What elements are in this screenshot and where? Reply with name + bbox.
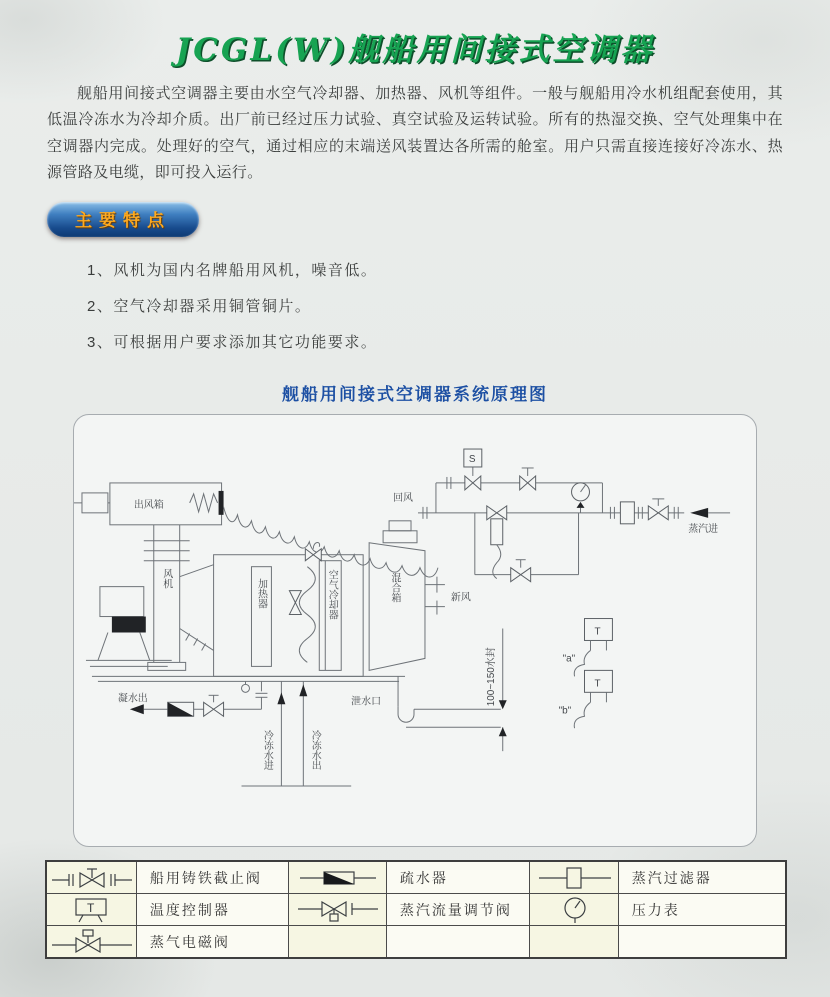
steam-main-line bbox=[418, 507, 684, 519]
legend-label: 蒸气电磁阀 bbox=[136, 926, 289, 959]
features-badge: 主要特点 bbox=[47, 202, 199, 237]
fan-diffuser bbox=[180, 565, 214, 651]
legend-label: 船用铸铁截止阀 bbox=[136, 861, 289, 894]
air-cooler-label: 空气冷却器 bbox=[326, 569, 338, 620]
fan-duct bbox=[144, 525, 190, 671]
badge-row bbox=[45, 186, 785, 237]
feature-item: 3、可根据用户要求添加其它功能要求。 bbox=[87, 334, 378, 351]
intro-paragraph: 舰船用间接式空调器主要由水空气冷却器、加热器、风机等组件。一般与舰船用冷水机组配套使用，其低温冷冻水为冷却介质。出厂前已经过压力试验、真空试验及运转试验。所有的热湿交换、空气处理集中在空调器内完成。处理好的空气，通过相应的末端送风装置达各所需的舱室。用户只需直接连接好冷冻水、热源管路及电缆，即可投入运行。 bbox=[47, 85, 783, 181]
legend-label: 疏水器 bbox=[386, 861, 530, 894]
legend-symbol-cell bbox=[46, 894, 136, 926]
document-page bbox=[0, 24, 830, 959]
pressure-gauge-icon bbox=[533, 896, 617, 924]
drain-trap bbox=[168, 702, 194, 716]
chilled-water-in-label: 冷冻水进 bbox=[261, 730, 273, 771]
steam-flow-valve-icon bbox=[296, 896, 380, 924]
legend-label: 蒸汽流量调节阀 bbox=[386, 894, 530, 926]
base-lines bbox=[92, 676, 405, 692]
legend-label: 蒸汽过滤器 bbox=[618, 861, 786, 894]
legend-symbol-cell bbox=[46, 861, 136, 894]
legend-label: 温度控制器 bbox=[136, 894, 289, 926]
outlet-box-label: 出风箱 bbox=[133, 499, 164, 511]
steam-flow-regulating-valve bbox=[487, 506, 507, 579]
legend-symbol-cell bbox=[289, 861, 386, 894]
temperature-controller-icon bbox=[50, 896, 134, 924]
feature-list bbox=[87, 259, 785, 352]
legend-empty-cell bbox=[289, 926, 386, 959]
thermostat-a-tag: T bbox=[594, 626, 601, 638]
drain-trap-icon bbox=[296, 864, 380, 892]
legend-symbol-cell bbox=[46, 926, 136, 959]
fresh-air-stub bbox=[425, 577, 445, 615]
legend-label: 压力表 bbox=[618, 894, 786, 926]
drain-port-label: 泄水口 bbox=[351, 696, 382, 708]
legend-symbol-cell bbox=[289, 894, 386, 926]
condensate-stop-valve bbox=[204, 695, 224, 716]
point-b-label: "b" bbox=[558, 705, 572, 717]
diagram-frame bbox=[73, 414, 757, 847]
dimension-arrow bbox=[499, 727, 507, 736]
legend-symbol-cell bbox=[530, 861, 618, 894]
fresh-air-label: 新风 bbox=[450, 592, 471, 604]
mixing-box-label: 混合箱 bbox=[389, 572, 401, 603]
loop-stop-valve bbox=[511, 560, 531, 582]
legend-row bbox=[46, 926, 786, 959]
legend-row bbox=[46, 861, 786, 894]
thermostat-b bbox=[574, 670, 612, 728]
pressure-gauge bbox=[572, 483, 590, 513]
condensate-arrow bbox=[130, 704, 144, 714]
legend-empty-cell bbox=[386, 926, 530, 959]
heater-label: 加热器 bbox=[255, 578, 267, 609]
legend-table bbox=[45, 860, 787, 959]
page-title: JCGL(W)舰船用间接式空调器 bbox=[175, 32, 655, 68]
return-air-label: 回风 bbox=[393, 492, 414, 504]
fan-motor bbox=[86, 587, 172, 667]
point-a-label: "a" bbox=[562, 653, 576, 665]
fan-label: 风机 bbox=[161, 568, 173, 589]
thermostat-a bbox=[574, 619, 612, 677]
legend-empty-cell bbox=[530, 926, 618, 959]
steam-solenoid-valve-icon bbox=[50, 928, 134, 956]
diagram-title: 舰船用间接式空调器系统原理图 bbox=[282, 385, 548, 404]
flow-arrow-up bbox=[277, 692, 285, 704]
solenoid-tag: S bbox=[468, 453, 476, 465]
steam-filter-icon bbox=[533, 864, 617, 892]
flow-arrow-up bbox=[299, 684, 307, 696]
water-seal-label: 100~150水封 bbox=[485, 647, 497, 707]
chilled-water-out-label: 冷冻水出 bbox=[309, 730, 321, 771]
stop-valve-icon bbox=[50, 864, 134, 892]
thermostat-b-tag: T bbox=[594, 678, 601, 690]
feature-item: 2、空气冷却器采用铜管铜片。 bbox=[87, 298, 312, 315]
dimension-arrow bbox=[499, 700, 507, 709]
legend-empty-cell bbox=[618, 926, 786, 959]
system-schematic bbox=[74, 415, 756, 846]
feature-item: 1、风机为国内名牌船用风机，噪音低。 bbox=[87, 262, 378, 279]
steam-inlet-label: 蒸汽进 bbox=[688, 523, 719, 535]
bypass-stop-valve bbox=[520, 468, 536, 490]
legend-row bbox=[46, 894, 786, 926]
condensate-out-label: 凝水出 bbox=[117, 693, 148, 705]
steam-inlet-valve bbox=[648, 499, 668, 520]
svg-text:T: T bbox=[87, 900, 95, 915]
steam-inlet-arrow bbox=[690, 508, 730, 518]
legend-symbol-cell bbox=[530, 894, 618, 926]
